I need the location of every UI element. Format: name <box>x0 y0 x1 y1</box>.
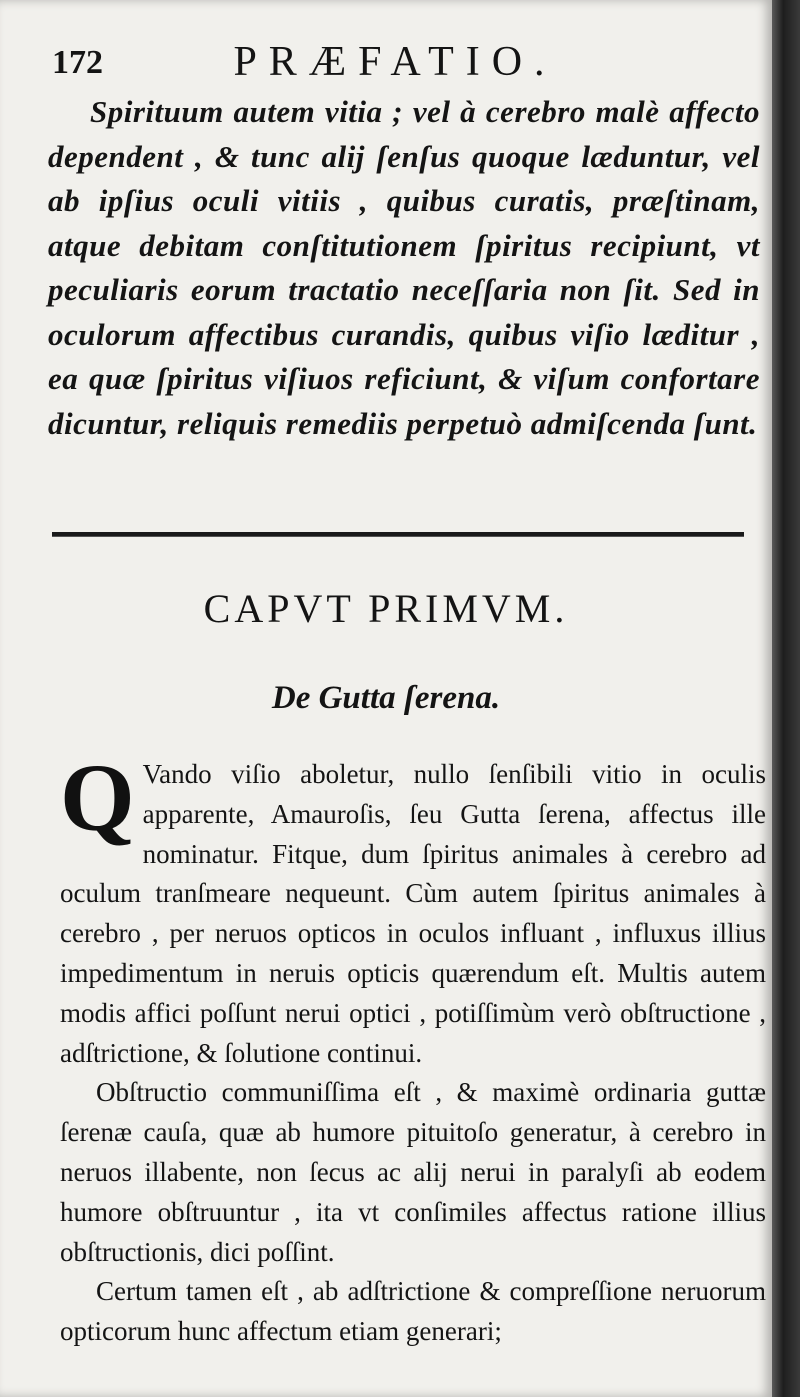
paragraph-2: Obſtructio communiſſima eſt , & maximè ordinaria guttæ ſerenæ cauſa, quæ ab humore pituitoſo generatur, à cerebro in neruos illabente, non ſecus ac alij nerui in paralyſi ab eodem humore obſtruuntur , ita vt conſimiles affectus ratione illius obſtructionis, dici poſſint. <box>60 1077 766 1267</box>
page-number: 172 <box>52 44 103 81</box>
drop-cap: Q <box>60 744 135 851</box>
paragraph-3: Certum tamen eſt , ab adſtrictione & compreſſione neruorum opticorum hunc affectum etiam generari; <box>60 1276 766 1347</box>
chapter-body <box>60 744 766 1352</box>
page-header <box>40 38 750 88</box>
paragraph-1 <box>60 744 766 1073</box>
section-divider <box>52 532 744 537</box>
preface-text: Spirituum autem vitia ; vel à cerebro malè affecto dependent , & tunc alij ſenſus quoque læduntur, vel ab ipſius oculi vitiis , quibus curatis, præſtinam, atque debitam conſtitutionem ſpiritus recipiunt, vt peculiaris eorum tractatio neceſſaria non ſit. Sed in oculorum affectibus curandis, quibus viſio læditur , ea quæ ſpiritus viſiuos reficiunt, & viſum confortare dicuntur, reliquis remediis perpetuò admiſcenda ſunt. <box>48 94 760 441</box>
chapter-subtitle: De Gutta ſerena. <box>271 680 501 716</box>
chapter-title: CAPVT PRIMVM. <box>203 586 569 631</box>
running-title: PRÆFATIO. <box>233 39 557 85</box>
page-edge-shadow <box>772 0 800 1397</box>
paragraph-1-text: Vando viſio aboletur, nullo ſenſibili vitio in oculis apparente, Amauroſis, ſeu Gutta ſerena, affectus ille nominatur. Fitque, dum ſpiritus animales à cerebro ad oculum tranſmeare nequeunt. Cùm autem ſpiritus animales à cerebro , per neruos opticos in oculos influant , influxus illius impedimentum in neruis opticis quærendum eſt. Multis autem modis affici poſſunt nerui optici , potiſſimùm verò obſtructione , adſtrictione, & ſolutione continui. <box>60 759 766 1068</box>
